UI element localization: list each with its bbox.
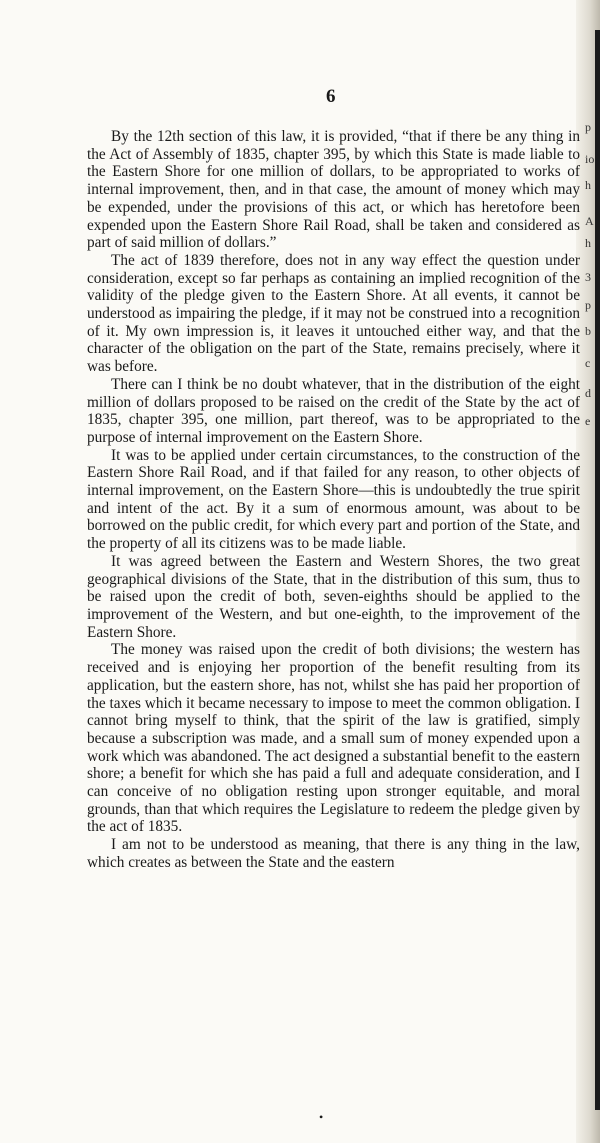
body-text [87, 128, 580, 872]
paragraph-3: There can I think be no doubt whatever, that in the distribution of the eight million of dollars proposed to be raised on the credit of the State by the act of 1835, chapter 395, one million, part thereof, was to be appropriated to the purpose of internal improvement on the Eastern Shore. [87, 375, 580, 446]
page-number: 6 [326, 86, 336, 107]
margin-fragment: p [585, 120, 591, 134]
margin-fragment: d [585, 386, 591, 400]
margin-fragment: h [585, 178, 591, 192]
paragraph-5: It was agreed between the Eastern and Western Shores, the two great geographical divisions of the State, that in the distribution of this sum, thus to be raised upon the credit of both, seven-eighths should be applied to the improvement of the Western, and but one-eighth, to the improvement of the Eastern Shore. [87, 552, 580, 641]
binding-edge [595, 30, 600, 1110]
margin-fragment: b [585, 324, 591, 338]
paragraph-7: I am not to be understood as meaning, that there is any thing in the law, which creates as between the State and the eastern [87, 836, 580, 871]
margin-fragment: e [585, 414, 591, 428]
margin-fragment: c [585, 356, 591, 370]
margin-fragment: io [585, 152, 595, 166]
margin-fragment: A [585, 214, 594, 228]
paragraph-2: The act of 1839 therefore, does not in any way effect the question under consideration, except so far perhaps as containing an implied recognition of the validity of the pledge given to the Eastern Shore. At all events, it cannot be understood as impairing the pledge, if it may not be construed into a recognition of it. My own impression is, it leaves it untouched either way, and that the character of the obligation on the part of the State, remains precisely, where it was before. [87, 251, 580, 376]
margin-fragment: p [585, 298, 591, 312]
paragraph-4: It was to be applied under certain circumstances, to the construction of the Eastern Shore Rail Road, and if that failed for any reason, to other objects of internal improvement, on the Eastern Shore—this is undoubtedly the true spirit and intent of the act. By it a sum of enormous amount, was about to be borrowed on the public credit, for which every part and portion of the State, and the property of all its citizens was to be made liable. [87, 446, 580, 553]
margin-fragment: h [585, 236, 591, 250]
footer-mark: • [319, 1110, 324, 1124]
paragraph-1: By the 12th section of this law, it is provided, “that if there be any thing in the Act of Assembly of 1835, chapter 395, by which this State is made liable to the Eastern Shore for one million of dollars, to be appropriated to works of internal improvement, then, and in that case, the amount of money which may be expended, under the provisions of this act, or which has heretofore been expended upon the Eastern Shore Rail Road, shall be taken and considered as part of said million of dollars.” [87, 128, 580, 252]
margin-fragment: 3 [585, 270, 591, 284]
paragraph-6: The money was raised upon the credit of both divisions; the western has received and is enjoying her proportion of the benefit resulting from its application, but the eastern shore, has not, whilst she has paid her proportion of the taxes which it became necessary to impose to meet the common obligation. I cannot bring myself to think, that the spirit of the law is gratified, simply because a subscription was made, and a small sum of money expended upon a work which was abandoned. The act designed a substantial benefit to the eastern shore; a benefit for which she has paid a full and adequate consideration, and I can conceive of no obligation resting upon stronger equitable, and moral grounds, than that which requires the Legislature to redeem the pledge given by the act of 1835. [87, 641, 580, 836]
